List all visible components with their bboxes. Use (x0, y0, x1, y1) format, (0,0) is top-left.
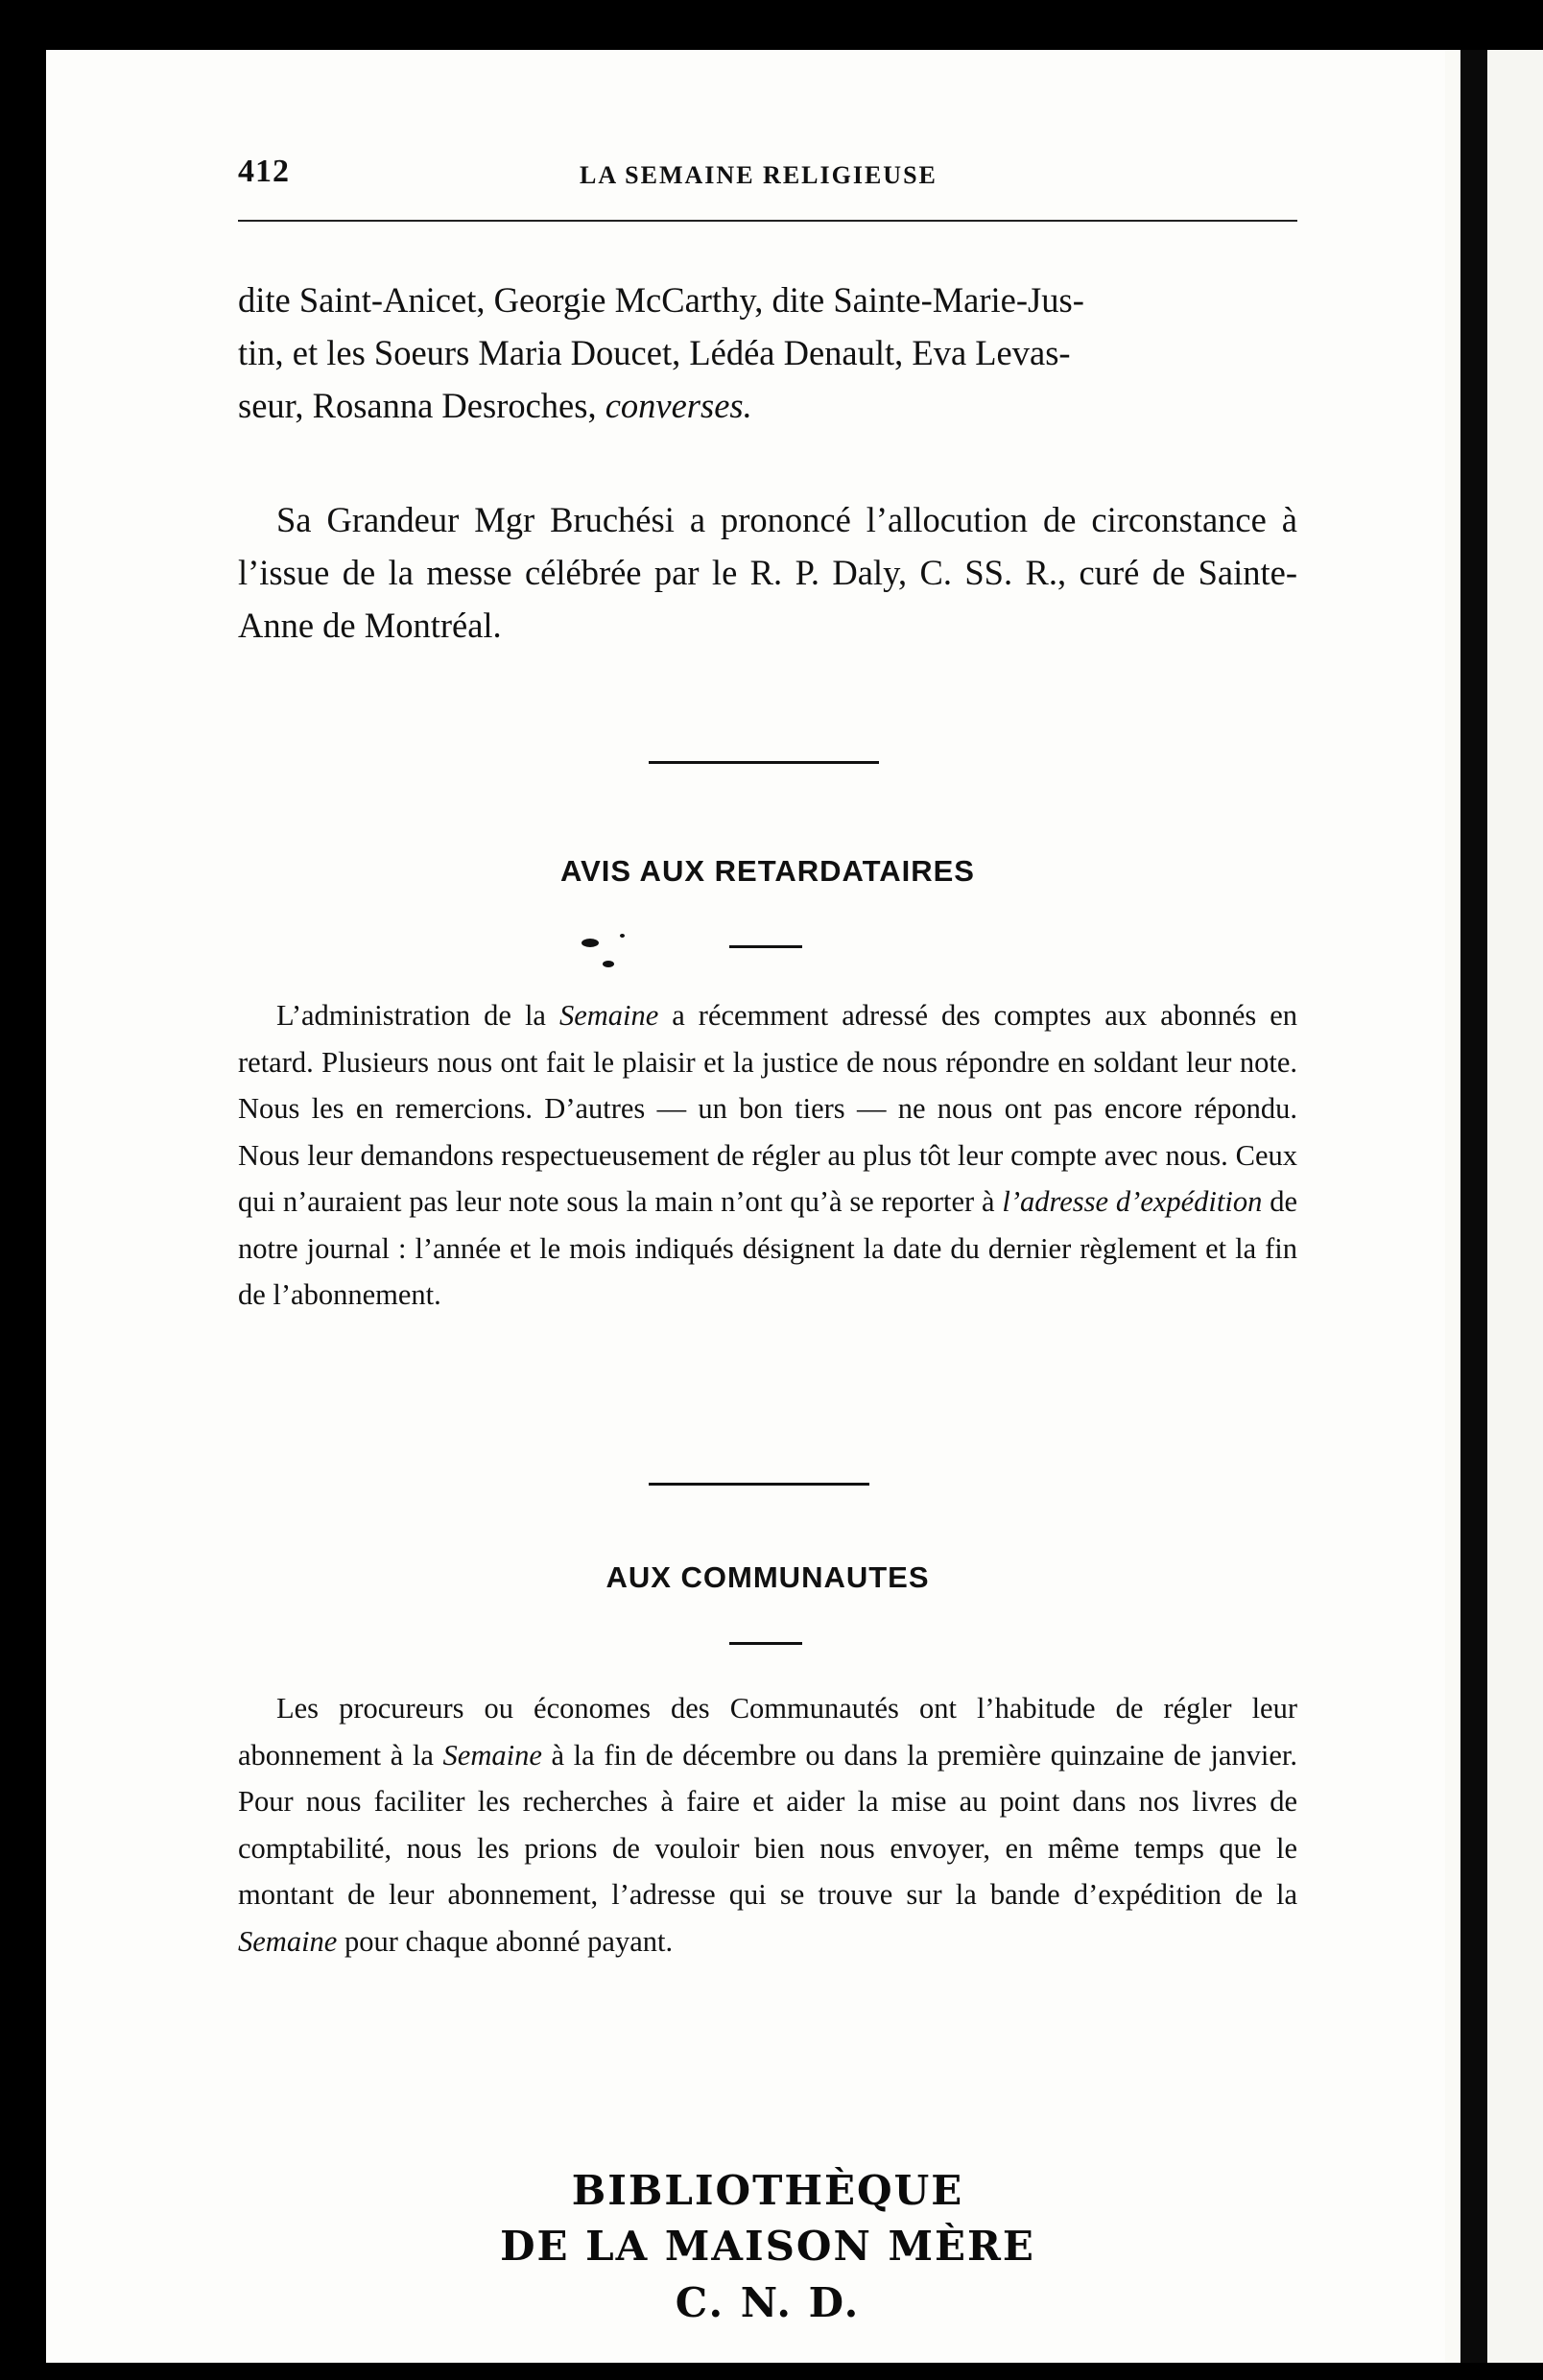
adresse-expedition-italic: l’adresse d’expédition (1002, 1185, 1263, 1218)
retardataires-text-1: L’administration de la (276, 999, 559, 1032)
section-separator-1 (649, 761, 879, 764)
communautes-text-2: à la fin de décembre ou dans la première quinzaine de janvier. Pour nous faciliter les recherches à faire et aider la mise au point dans nos livres de comptabilité, nous les prions de vouloir bien nous envoyer, en même temps que le montant de leur abonnement, l’adresse qui se trouve sur la bande d’expédition de la (238, 1738, 1298, 1911)
running-title: LA SEMAINE RELIGIEUSE (580, 161, 938, 189)
facing-page-edge (1487, 50, 1543, 2363)
intro-line-3 (238, 379, 1297, 432)
communautes-text-1: Les procureurs ou économes des Communautés ont l’habitude de régler leur abonnement à la (238, 1692, 1297, 1772)
section-title-retardataires: AVIS AUX RETARDATAIRES (560, 854, 975, 888)
library-stamp-line-2: DE LA MAISON MÈRE (500, 2223, 1035, 2270)
intro-paragraph (238, 274, 1297, 432)
section-title-communautes: AUX COMMUNAUTES (605, 1560, 930, 1594)
semaine-italic: Semaine (442, 1738, 542, 1772)
retardataires-text-2: a récemment adressé des comptes aux abonnés en retard. Plusieurs nous ont fait le plaisir et la justice de nous répondre en soldant leur note. Nous les en remercions. D’autres — un bon tiers — ne nous ont pas encore répondu. Nous leur demandons respectueusement de régler au plus tôt leur compte avec nous. Ceux qui n’auraient pas leur note sous la main n’ont qu’à se reporter à (238, 999, 1298, 1218)
binding-shadow (1460, 50, 1487, 2363)
intro-line-3-text: seur, Rosanna Desroches, (238, 386, 605, 425)
intro-line-1: dite Saint-Anicet, Georgie McCarthy, dite Sainte-Marie-Jus- (238, 280, 1084, 320)
page-number: 412 (238, 154, 290, 189)
library-stamp-line-3: C. N. D. (675, 2279, 861, 2326)
ink-spot (603, 961, 614, 967)
section-separator-2 (649, 1483, 869, 1486)
title-underline-1 (729, 945, 802, 948)
intro-italic: converses. (605, 386, 752, 425)
page-spine (1445, 50, 1460, 2363)
semaine-italic: Semaine (238, 1924, 338, 1958)
communautes-text-3: pour chaque abonné payant. (337, 1924, 674, 1958)
ink-spot (582, 939, 599, 947)
page-header (238, 154, 1297, 198)
intro-line-2: tin, et les Soeurs Maria Doucet, Lédéa Denault, Eva Levas- (238, 333, 1071, 372)
title-underline-2 (729, 1642, 802, 1645)
retardataires-text-3: de notre journal : l’année et le mois indiqués désignent la date du dernier règlement et la fin de l’abonnement. (238, 1185, 1297, 1311)
header-rule (238, 220, 1297, 222)
allocution-paragraph: Sa Grandeur Mgr Bruchési a prononcé l’allocution de circonstance à l’issue de la messe célébrée par le R. P. Daly, C. SS. R., curé de Sainte-Anne de Montréal. (238, 500, 1297, 645)
ink-spot (620, 934, 625, 938)
communautes-paragraph (238, 1685, 1297, 1964)
library-stamp-line-1: BIBLIOTHÈQUE (571, 2167, 964, 2214)
semaine-italic: Semaine (558, 999, 659, 1032)
retardataires-paragraph (238, 992, 1297, 1319)
